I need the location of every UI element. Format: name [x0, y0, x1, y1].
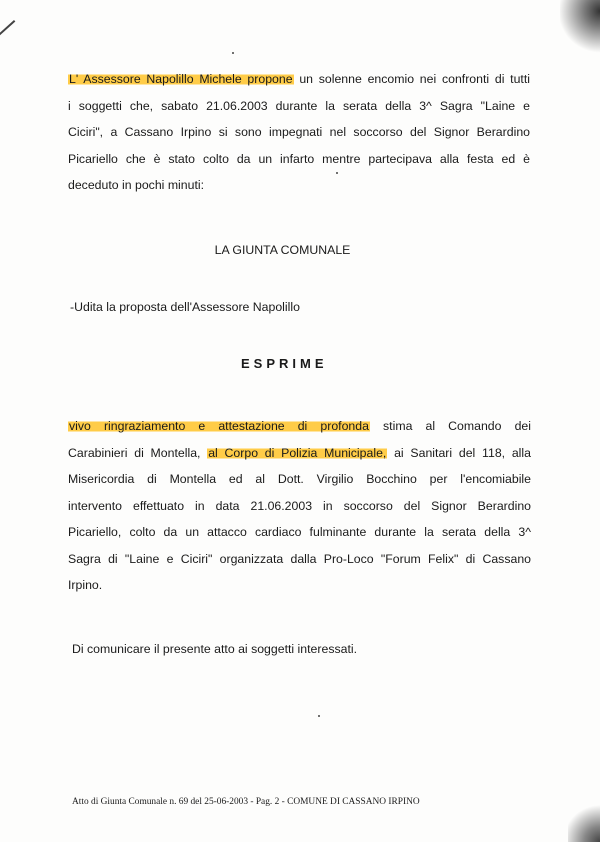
opening-line: i soggetti che, sabato 21.06.2003 durante la serata della 3^ Sagra "Laine e [68, 98, 530, 113]
udita-line: -Udita la proposta dell'Assessore Napolillo [70, 300, 300, 314]
opening-line: Picariello che è stato colto da un infarto mentre partecipava alla festa ed è [68, 151, 530, 166]
scan-speck [318, 715, 320, 717]
body-line: Carabinieri di Montella, al Corpo di Polizia Municipale, ai Sanitari del 118, alla [68, 445, 531, 460]
opening-line: deceduto in pochi minuti: [68, 178, 205, 192]
body-line: Irpino. [68, 578, 103, 592]
scan-shadow [560, 0, 600, 55]
body-line: Sagra di "Laine e Ciciri" organizzata dalla Pro-Loco "Forum Felix" di Cassano [68, 551, 531, 566]
opening-paragraph [68, 66, 530, 199]
body-line: Picariello, colto da un attacco cardiaco fulminante durante la serata della 3^ [68, 525, 531, 539]
body-paragraph [68, 413, 531, 599]
highlighted-text: vivo ringraziamento e attestazione di profonda [69, 419, 369, 433]
scan-speck [232, 52, 234, 54]
body-line: vivo ringraziamento e attestazione di profonda stima al Comando dei [69, 419, 531, 433]
section-heading: LA GIUNTA COMUNALE [214, 243, 351, 257]
page-footer: Atto di Giunta Comunale n. 69 del 25-06-2003 - Pag. 2 - COMUNE DI CASSANO IRPINO [72, 797, 420, 807]
opening-line: L' Assessore Napolillo Michele propone un solenne encomio nei confronti di tutti [69, 72, 530, 86]
closing-line: Di comunicare il presente atto ai soggetti interessati. [72, 642, 358, 656]
highlighted-text: L' Assessore Napolillo Michele propone [69, 72, 293, 86]
body-line: Misericordia di Montella ed al Dott. Virgilio Bocchino per l'encomiabile [68, 472, 531, 486]
scan-shadow [568, 800, 600, 842]
highlighted-text: al Corpo di Polizia Municipale, [208, 445, 387, 460]
body-line: intervento effettuato in data 21.06.2003 in soccorso del Signor Berardino [68, 498, 531, 513]
document-title: ESPRIME [241, 356, 328, 371]
opening-line: Ciciri", a Cassano Irpino si sono impegnati nel soccorso del Signor Berardino [68, 125, 530, 139]
scan-mark [0, 20, 15, 85]
